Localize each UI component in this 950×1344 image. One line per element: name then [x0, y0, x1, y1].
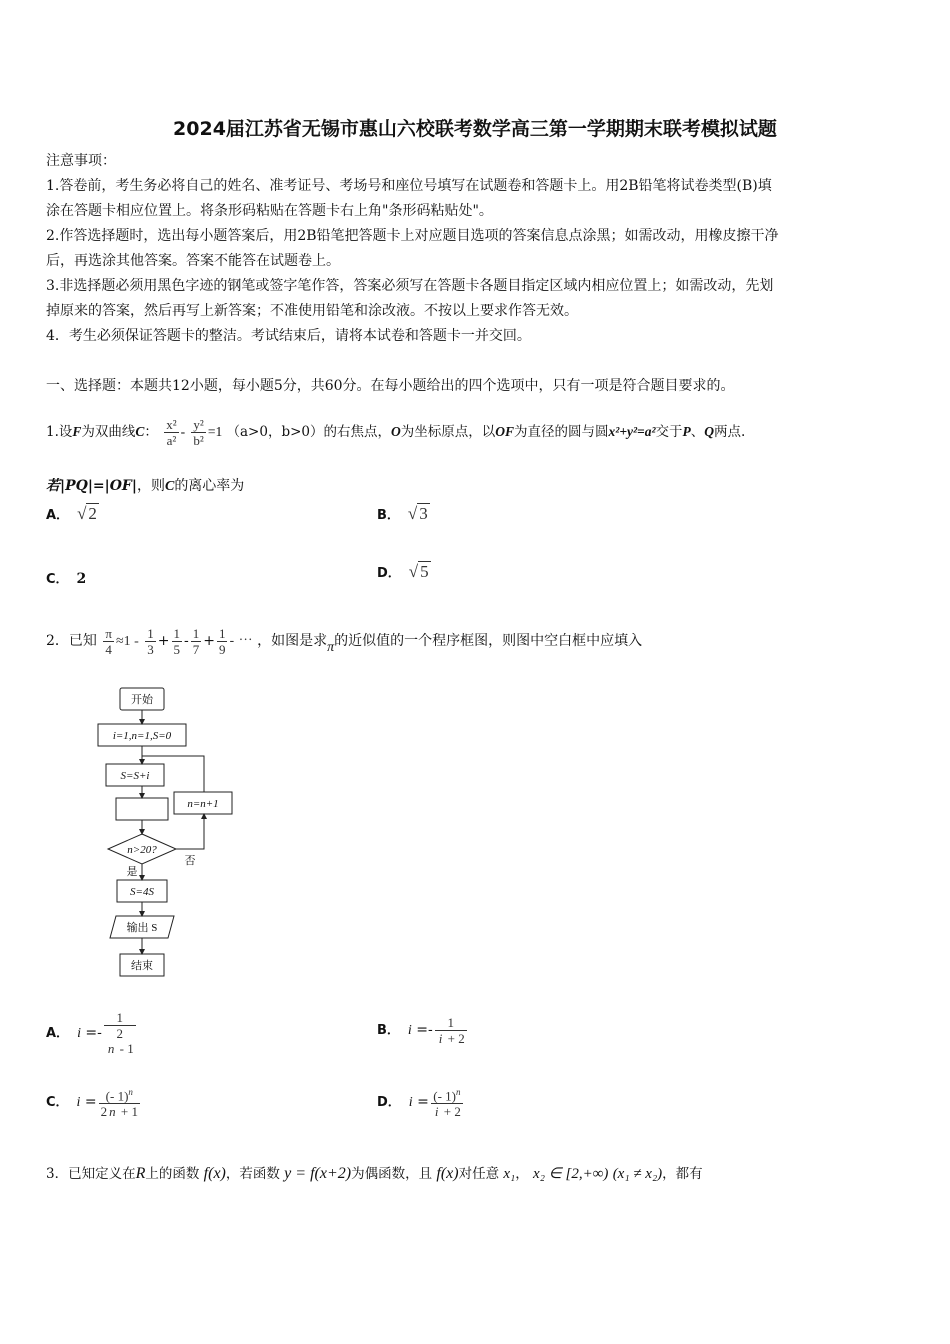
- flow-mul-label: S=4S: [130, 886, 154, 898]
- flow-yes-label: 是: [126, 866, 138, 878]
- q1-option-b[interactable]: B． √ 3: [377, 504, 428, 523]
- question-2-stem: 2．已知 $\frac{\pi}{4}$ ≈1 - $\frac{1}{3}$ + $\frac{1}{5}$ - $\frac{1}{7}$ + $\frac{1}{9}$ - ⋯ ，如图是求π的近似值的一个程序框图，则图中空白框中应填入: [46, 625, 643, 657]
- q2-option-a[interactable]: A． i =- 1 2 n - 1: [46, 1010, 134, 1056]
- section-heading: 一、选择题：本题共12小题，每小题5分，共60分。在每小题给出的四个选项中，只有一项是符合题目要求的。: [46, 378, 735, 394]
- notice-line-6: 掉原来的答案，然后再写上新答案；不准使用铅笔和涂改液。不按以上要求作答无效。: [46, 303, 578, 319]
- flow-cond-label: n>20?: [127, 844, 157, 856]
- q1-option-c[interactable]: C． 2: [46, 571, 87, 587]
- y2-over-b2: $\frac{\text{y²}}{\text{b²}}$: [193, 417, 204, 448]
- flow-init-label: i=1,n=1,S=0: [112, 730, 172, 742]
- flow-acc-label: S=S+i: [120, 770, 150, 782]
- question-1-stem-2: 若|PQ|=|OF|，则C的离心率为: [46, 478, 245, 494]
- notice-line-3: 2.作答选择题时，选出每小题答案后，用2B铅笔把答题卡上对应题目选项的答案信息点涂黑；如需改动，用橡皮擦干净: [46, 228, 779, 244]
- flow-inc-label: n=n+1: [187, 798, 219, 810]
- question-3-stem: 3．已知定义在R上的函数 f(x)，若函数 y = f(x+2)为偶函数，且 f(x)对任意 x₁， x₂ ∈ [2,+∞) (x₁ ≠ x₂)，都有: [46, 1165, 703, 1182]
- notice-line-1: 1.答卷前，考生务必将自己的姓名、准考证号、考场号和座位号填写在试题卷和答题卡上。用2B铅笔将试卷类型(B)填: [46, 178, 772, 194]
- flow-start-label: 开始: [131, 694, 153, 706]
- notice-line-4: 后，再选涂其他答案。答案不能答在试题卷上。: [46, 253, 340, 269]
- notice-heading: 注意事项：: [46, 153, 116, 169]
- q2-option-b[interactable]: B． i =- $\frac{1}{i + 2}$: [377, 1014, 465, 1046]
- flow-blank-box: [116, 798, 168, 820]
- question-1-stem: 1.设F为双曲线C： $\frac{\text{x²}}{\text{a²}}$ - $\frac{\text{y²}}{\text{b²}}$ =1 （a>0，b>0）的右焦点，O为坐标原点，以OF为直径的圆与圆x²+y²=a²交于P、Q两点.: [46, 417, 746, 448]
- flow-no-label: 否: [184, 855, 196, 867]
- q2-option-c[interactable]: C． i = $\frac{(- 1)^n}{2 n + 1}$: [46, 1086, 138, 1120]
- q1-option-a[interactable]: A． √ 2: [46, 504, 97, 523]
- notice-line-5: 3.非选择题必须用黑色字迹的钢笔或签字笔作答，答案必须写在答题卡各题目指定区域内相应位置上；如需改动，先划: [46, 278, 774, 294]
- notice-line-2: 涂在答题卡相应位置上。将条形码粘贴在答题卡右上角"条形码粘贴处"。: [46, 203, 493, 219]
- flow-out-label: 输出 S: [126, 922, 158, 934]
- notice-line-7: 4．考生必须保证答题卡的整洁。考试结束后，请将本试卷和答题卡一并交回。: [46, 328, 531, 344]
- x2-over-a2: $\frac{\text{x²}}{\text{a²}}$: [166, 417, 177, 448]
- flow-end-label: 结束: [131, 960, 153, 972]
- program-flowchart: [94, 680, 244, 980]
- q1-option-d[interactable]: D． √ 5: [377, 562, 429, 581]
- q2-option-d[interactable]: D． i = $\frac{(- 1)^n}{i + 2}$: [377, 1086, 461, 1120]
- page-title: 2024届江苏省无锡市惠山六校联考数学高三第一学期期末联考模拟试题: [173, 118, 777, 140]
